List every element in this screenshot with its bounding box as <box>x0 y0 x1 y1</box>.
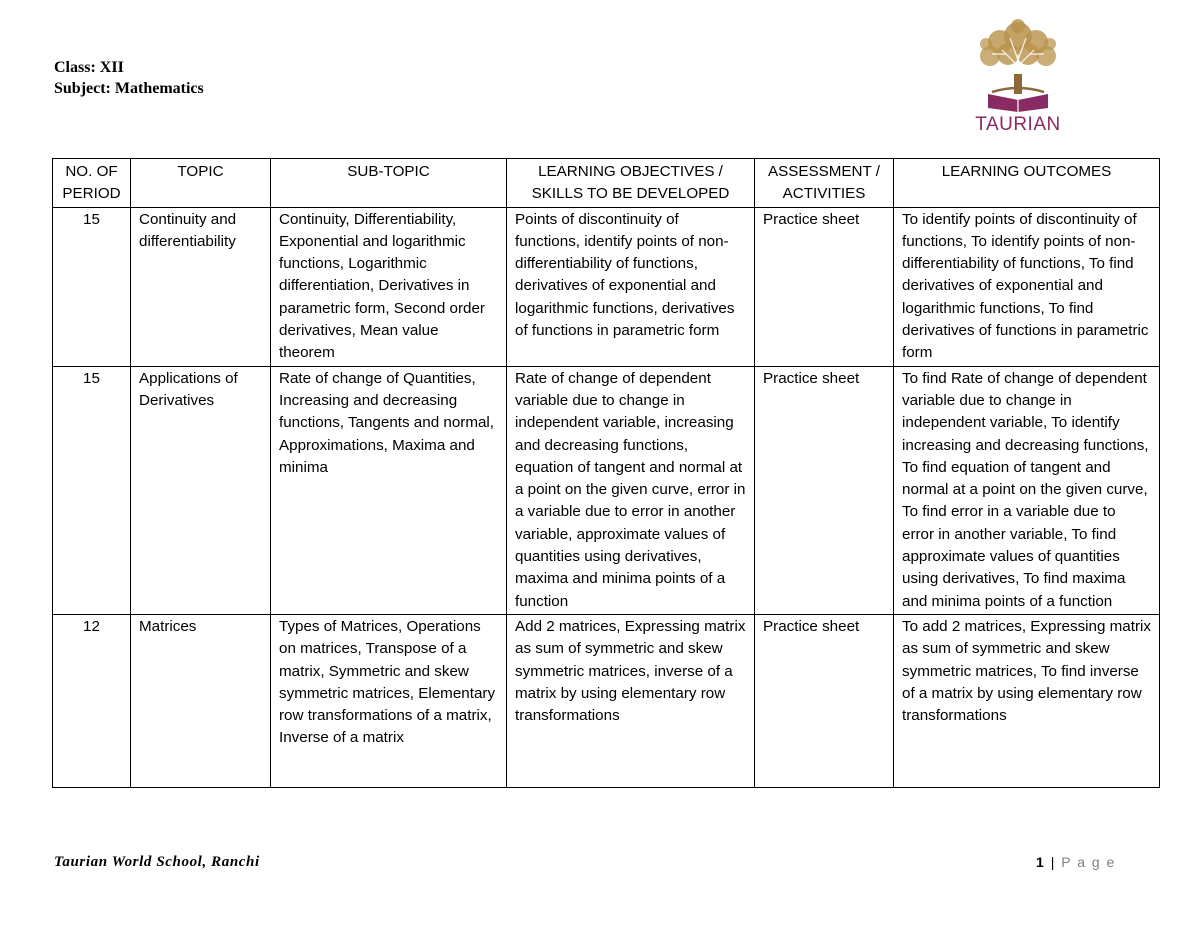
cell-subtopic: Types of Matrices, Operations on matrices, Transpose of a matrix, Symmetric and skew symmetric matrices, Elementary row transformations of a matrix, Inverse of a matrix <box>271 614 507 787</box>
cell-assessment: Practice sheet <box>755 207 894 366</box>
cell-topic: Continuity and differentiability <box>131 207 271 366</box>
header-objectives: LEARNING OBJECTIVES / SKILLS TO BE DEVELOPED <box>507 159 755 208</box>
header-outcomes: LEARNING OUTCOMES <box>894 159 1160 208</box>
page-number: 1 <box>1036 854 1046 870</box>
cell-subtopic: Continuity, Differentiability, Exponential and logarithmic functions, Logarithmic differentiation, Derivatives in parametric form, Second order derivatives, Mean value theorem <box>271 207 507 366</box>
cell-subtopic: Rate of change of Quantities, Increasing and decreasing functions, Tangents and normal, Approximations, Maxima and minima <box>271 366 507 614</box>
class-line: Class: XII <box>54 59 124 76</box>
footer-page-indicator <box>1036 854 1116 870</box>
cell-assessment: Practice sheet <box>755 614 894 787</box>
cell-topic: Applications of Derivatives <box>131 366 271 614</box>
cell-objectives: Rate of change of dependent variable due to change in independent variable, increasing and decreasing functions, equation of tangent and normal at a point on the given curve, error in a variable due to error in another variable, approximate values of quantities using derivatives, maxima and minima points of a function <box>507 366 755 614</box>
header-period: NO. OF PERIOD <box>53 159 131 208</box>
subject-line: Subject: Mathematics <box>54 80 204 97</box>
table-row <box>53 614 1160 787</box>
school-logo <box>962 14 1074 140</box>
header-assessment: ASSESSMENT / ACTIVITIES <box>755 159 894 208</box>
cell-topic: Matrices <box>131 614 271 787</box>
table-header-row <box>53 159 1160 208</box>
logo-text: TAURIAN <box>975 114 1061 135</box>
footer-school-name: Taurian World School, Ranchi <box>54 854 260 870</box>
cell-outcomes: To find Rate of change of dependent variable due to change in independent variable, To identify increasing and decreasing functions, To find equation of tangent and normal at a point on the given curve, To find error in a variable due to error in another variable, To find approximate values of quantities using derivatives, To find maxima and minima points of a function <box>894 366 1160 614</box>
page-separator: | <box>1050 854 1056 870</box>
table-row <box>53 366 1160 614</box>
cell-period: 15 <box>53 207 131 366</box>
cell-outcomes: To add 2 matrices, Expressing matrix as sum of symmetric and skew symmetric matrices, To find inverse of a matrix by using elementary row transformations <box>894 614 1160 787</box>
tree-book-icon <box>962 14 1074 112</box>
cell-period: 15 <box>53 366 131 614</box>
cell-period: 12 <box>53 614 131 787</box>
header-topic: TOPIC <box>131 159 271 208</box>
cell-objectives: Add 2 matrices, Expressing matrix as sum of symmetric and skew symmetric matrices, inverse of a matrix by using elementary row transformations <box>507 614 755 787</box>
cell-assessment: Practice sheet <box>755 366 894 614</box>
page-label: P a g e <box>1061 854 1116 870</box>
table-row <box>53 207 1160 366</box>
cell-objectives: Points of discontinuity of functions, identify points of non-differentiability of functions, derivatives of exponential and logarithmic functions, derivatives of functions in parametric form <box>507 207 755 366</box>
document-header <box>54 57 204 99</box>
header-subtopic: SUB-TOPIC <box>271 159 507 208</box>
curriculum-table <box>52 158 1160 788</box>
cell-outcomes: To identify points of discontinuity of functions, To identify points of non-differentiability of functions, To find derivatives of exponential and logarithmic functions, To find derivatives of functions in parametric form <box>894 207 1160 366</box>
